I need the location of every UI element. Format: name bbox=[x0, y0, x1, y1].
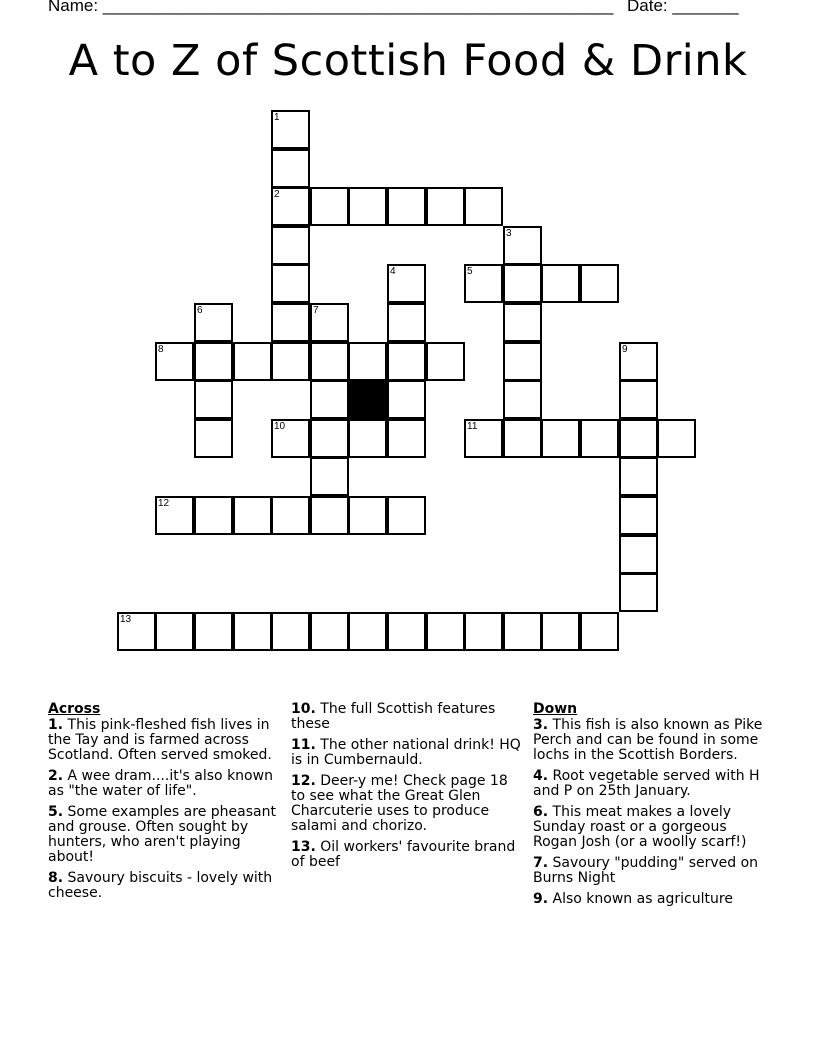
grid-cell[interactable] bbox=[387, 612, 426, 651]
grid-cell[interactable] bbox=[233, 342, 272, 381]
clue-number: 8 bbox=[158, 344, 164, 355]
grid-cell[interactable] bbox=[580, 612, 619, 651]
grid-cell[interactable] bbox=[387, 342, 426, 381]
grid-cell[interactable] bbox=[348, 342, 387, 381]
grid-cell[interactable] bbox=[310, 187, 349, 226]
clue-number: 10 bbox=[274, 421, 286, 432]
clue-text: Some examples are pheasant and grouse. Often sought by hunters, who aren't playing about! bbox=[48, 804, 276, 865]
grid-cell[interactable] bbox=[503, 226, 542, 265]
grid-cell[interactable] bbox=[194, 612, 233, 651]
clue-number: 7 bbox=[313, 305, 319, 316]
grid-cell[interactable] bbox=[117, 612, 156, 651]
clue-number-label: 5. bbox=[48, 804, 64, 820]
grid-cell[interactable] bbox=[271, 496, 310, 535]
grid-cell[interactable] bbox=[387, 303, 426, 342]
grid-cell[interactable] bbox=[426, 612, 465, 651]
grid-cell[interactable] bbox=[619, 342, 658, 381]
grid-cell[interactable] bbox=[387, 380, 426, 419]
clue-item bbox=[533, 769, 773, 799]
clue-number: 12 bbox=[158, 498, 170, 509]
clue-number-label: 12. bbox=[291, 773, 316, 789]
black-cell bbox=[348, 380, 387, 419]
grid-cell[interactable] bbox=[310, 342, 349, 381]
clue-text: The other national drink! HQ is in Cumbernauld. bbox=[291, 737, 521, 768]
clue-number-label: 9. bbox=[533, 891, 549, 907]
clue-text: Oil workers' favourite brand of beef bbox=[291, 839, 516, 870]
clues-column-1 bbox=[48, 702, 282, 907]
clue-text: Savoury biscuits - lovely with cheese. bbox=[48, 870, 273, 901]
clue-number: 9 bbox=[622, 344, 628, 355]
grid-cell[interactable] bbox=[348, 187, 387, 226]
clue-number: 4 bbox=[390, 266, 396, 277]
clue-item bbox=[48, 871, 282, 901]
clue-text: Also known as agriculture bbox=[548, 891, 733, 907]
clue-text: This meat makes a lovely Sunday roast or a gorgeous Rogan Josh (or a woolly scarf!) bbox=[533, 804, 747, 850]
grid-cell[interactable] bbox=[619, 380, 658, 419]
grid-cell[interactable] bbox=[619, 573, 658, 612]
clue-number-label: 1. bbox=[48, 717, 64, 733]
clue-item bbox=[291, 738, 523, 768]
grid-cell[interactable] bbox=[155, 342, 194, 381]
puzzle-title: A to Z of Scottish Food & Drink bbox=[68, 36, 748, 86]
clue-number: 6 bbox=[197, 305, 203, 316]
clue-item bbox=[533, 856, 773, 886]
clue-number-label: 13. bbox=[291, 839, 316, 855]
clue-item bbox=[291, 774, 523, 834]
clue-number-label: 6. bbox=[533, 804, 549, 820]
grid-cell[interactable] bbox=[541, 419, 580, 458]
grid-cell[interactable] bbox=[271, 149, 310, 188]
clue-number-label: 3. bbox=[533, 717, 549, 733]
grid-cell[interactable] bbox=[503, 612, 542, 651]
across-heading: Across bbox=[48, 701, 101, 717]
date-field[interactable]: Date: _______ bbox=[627, 0, 739, 15]
grid-cell[interactable] bbox=[541, 612, 580, 651]
clue-item bbox=[291, 702, 523, 732]
clue-item bbox=[291, 840, 523, 870]
grid-cell[interactable] bbox=[194, 380, 233, 419]
grid-cell[interactable] bbox=[387, 496, 426, 535]
grid-cell[interactable] bbox=[503, 419, 542, 458]
grid-cell[interactable] bbox=[233, 496, 272, 535]
clue-item bbox=[533, 718, 773, 763]
grid-cell[interactable] bbox=[619, 457, 658, 496]
clue-text: This fish is also known as Pike Perch and can be found in some lochs in the Scottish Borders. bbox=[533, 717, 763, 763]
clue-number-label: 8. bbox=[48, 870, 64, 886]
grid-cell[interactable] bbox=[310, 612, 349, 651]
clue-number: 13 bbox=[120, 614, 132, 625]
grid-cell[interactable] bbox=[348, 612, 387, 651]
clue-number-label: 4. bbox=[533, 768, 549, 784]
grid-cell[interactable] bbox=[271, 612, 310, 651]
grid-cell[interactable] bbox=[310, 457, 349, 496]
grid-cell[interactable] bbox=[503, 264, 542, 303]
grid-cell[interactable] bbox=[619, 496, 658, 535]
grid-cell[interactable] bbox=[233, 612, 272, 651]
grid-cell[interactable] bbox=[310, 496, 349, 535]
grid-cell[interactable] bbox=[271, 264, 310, 303]
grid-cell[interactable] bbox=[503, 303, 542, 342]
grid-cell[interactable] bbox=[271, 419, 310, 458]
grid-cell[interactable] bbox=[503, 380, 542, 419]
clue-text: A wee dram....it's also known as "the water of life". bbox=[48, 768, 273, 799]
grid-cell[interactable] bbox=[194, 342, 233, 381]
grid-cell[interactable] bbox=[271, 110, 310, 149]
grid-cell[interactable] bbox=[310, 380, 349, 419]
grid-cell[interactable] bbox=[426, 342, 465, 381]
clue-number: 2 bbox=[274, 189, 280, 200]
clue-item bbox=[48, 769, 282, 799]
clue-text: Root vegetable served with H and P on 25th January. bbox=[533, 768, 760, 799]
grid-cell[interactable] bbox=[541, 264, 580, 303]
clue-number-label: 11. bbox=[291, 737, 316, 753]
grid-cell[interactable] bbox=[387, 419, 426, 458]
grid-cell[interactable] bbox=[464, 612, 503, 651]
clue-item bbox=[533, 892, 773, 907]
grid-cell[interactable] bbox=[464, 187, 503, 226]
grid-cell[interactable] bbox=[348, 496, 387, 535]
clue-number: 5 bbox=[467, 266, 473, 277]
grid-cell[interactable] bbox=[348, 419, 387, 458]
grid-cell[interactable] bbox=[580, 264, 619, 303]
grid-cell[interactable] bbox=[464, 264, 503, 303]
grid-cell[interactable] bbox=[619, 535, 658, 574]
clue-text: Deer-y me! Check page 18 to see what the Great Glen Charcuterie uses to produce salami and chorizo. bbox=[291, 773, 508, 834]
clue-item bbox=[533, 805, 773, 850]
grid-cell[interactable] bbox=[271, 342, 310, 381]
grid-cell[interactable] bbox=[310, 303, 349, 342]
down-heading: Down bbox=[533, 701, 578, 717]
clue-number: 3 bbox=[506, 228, 512, 239]
clue-item bbox=[48, 805, 282, 865]
grid-cell[interactable] bbox=[310, 419, 349, 458]
clue-text: This pink-fleshed fish lives in the Tay and is farmed across Scotland. Often served smoked. bbox=[48, 717, 272, 763]
grid-cell[interactable] bbox=[271, 226, 310, 265]
grid-cell[interactable] bbox=[271, 187, 310, 226]
grid-cell[interactable] bbox=[155, 612, 194, 651]
grid-cell[interactable] bbox=[194, 496, 233, 535]
grid-cell[interactable] bbox=[387, 187, 426, 226]
clue-number: 1 bbox=[274, 112, 280, 123]
clue-number-label: 10. bbox=[291, 701, 316, 717]
clues-column-3 bbox=[533, 702, 773, 913]
grid-cell[interactable] bbox=[464, 419, 503, 458]
clue-text: The full Scottish features these bbox=[291, 701, 496, 732]
grid-cell[interactable] bbox=[657, 419, 696, 458]
grid-cell[interactable] bbox=[619, 419, 658, 458]
clue-item bbox=[48, 718, 282, 763]
clues-column-2 bbox=[291, 702, 523, 876]
clue-number-label: 7. bbox=[533, 855, 549, 871]
clue-number: 11 bbox=[467, 421, 478, 432]
grid-cell[interactable] bbox=[194, 419, 233, 458]
grid-cell[interactable] bbox=[155, 496, 194, 535]
clue-text: Savoury "pudding" served on Burns Night bbox=[533, 855, 759, 886]
grid-cell[interactable] bbox=[194, 303, 233, 342]
grid-cell[interactable] bbox=[426, 187, 465, 226]
grid-cell[interactable] bbox=[387, 264, 426, 303]
name-field[interactable]: Name: ______________________________________________________ bbox=[48, 0, 614, 15]
clue-number-label: 2. bbox=[48, 768, 64, 784]
grid-cell[interactable] bbox=[503, 342, 542, 381]
grid-cell[interactable] bbox=[271, 303, 310, 342]
grid-cell[interactable] bbox=[580, 419, 619, 458]
